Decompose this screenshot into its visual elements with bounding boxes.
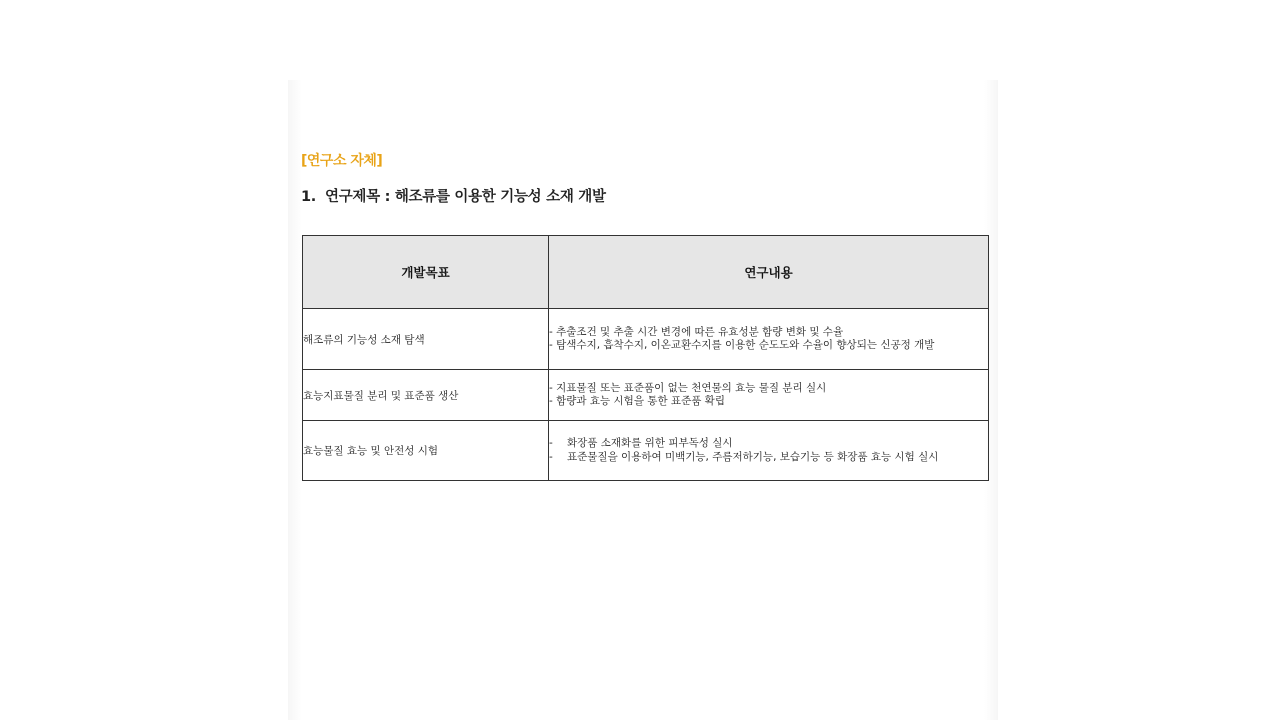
content-item <box>549 437 988 451</box>
table-row <box>303 309 989 370</box>
goal-cell: 효능물질 효능 및 안전성 시험 <box>303 421 549 481</box>
bullet-dash: - <box>549 325 553 338</box>
content-cell <box>549 421 989 481</box>
content-text: 탐색수지, 흡착수지, 이온교환수지를 이용한 순도도와 수율이 향상되는 신공정 개발 <box>556 339 935 351</box>
content-item <box>549 339 988 353</box>
table-row <box>303 421 989 481</box>
content-item <box>549 451 988 465</box>
research-goals-table <box>302 235 989 481</box>
research-title <box>301 185 606 206</box>
content-cell <box>549 370 989 421</box>
header-research-content: 연구내용 <box>549 236 989 309</box>
content-text: 추출조건 및 추출 시간 변경에 따른 유효성분 함량 변화 및 수율 <box>556 325 844 338</box>
bullet-dash: - <box>549 339 553 351</box>
bullet-dash: - <box>549 381 553 394</box>
bullet-dash: - <box>549 450 553 463</box>
content-cell <box>549 309 989 370</box>
content-item <box>549 326 988 340</box>
content-item <box>549 395 988 409</box>
goal-cell: 효능지표물질 분리 및 표준품 생산 <box>303 370 549 421</box>
content-item <box>549 382 988 396</box>
header-dev-goal: 개발목표 <box>303 236 549 309</box>
bullet-dash: - <box>549 395 553 407</box>
section-tag: [연구소 자체] <box>301 153 383 169</box>
content-text: 지표물질 또는 표준품이 없는 천연물의 효능 물질 분리 실시 <box>556 381 827 394</box>
table-row <box>303 370 989 421</box>
content-text: 함량과 효능 시험을 통한 표준품 확립 <box>556 395 725 407</box>
bullet-dash: - <box>549 437 553 449</box>
table-header-row <box>303 236 989 309</box>
title-number: 1. <box>301 189 316 205</box>
content-text: 화장품 소재화를 위한 피부독성 실시 <box>567 437 733 449</box>
content-text: 표준물질을 이용하여 미백기능, 주름저하기능, 보습기능 등 화장품 효능 시험 실시 <box>567 450 939 463</box>
title-text: 연구제목 : 해조류를 이용한 기능성 소재 개발 <box>325 189 606 205</box>
goal-cell: 해조류의 기능성 소재 탐색 <box>303 309 549 370</box>
